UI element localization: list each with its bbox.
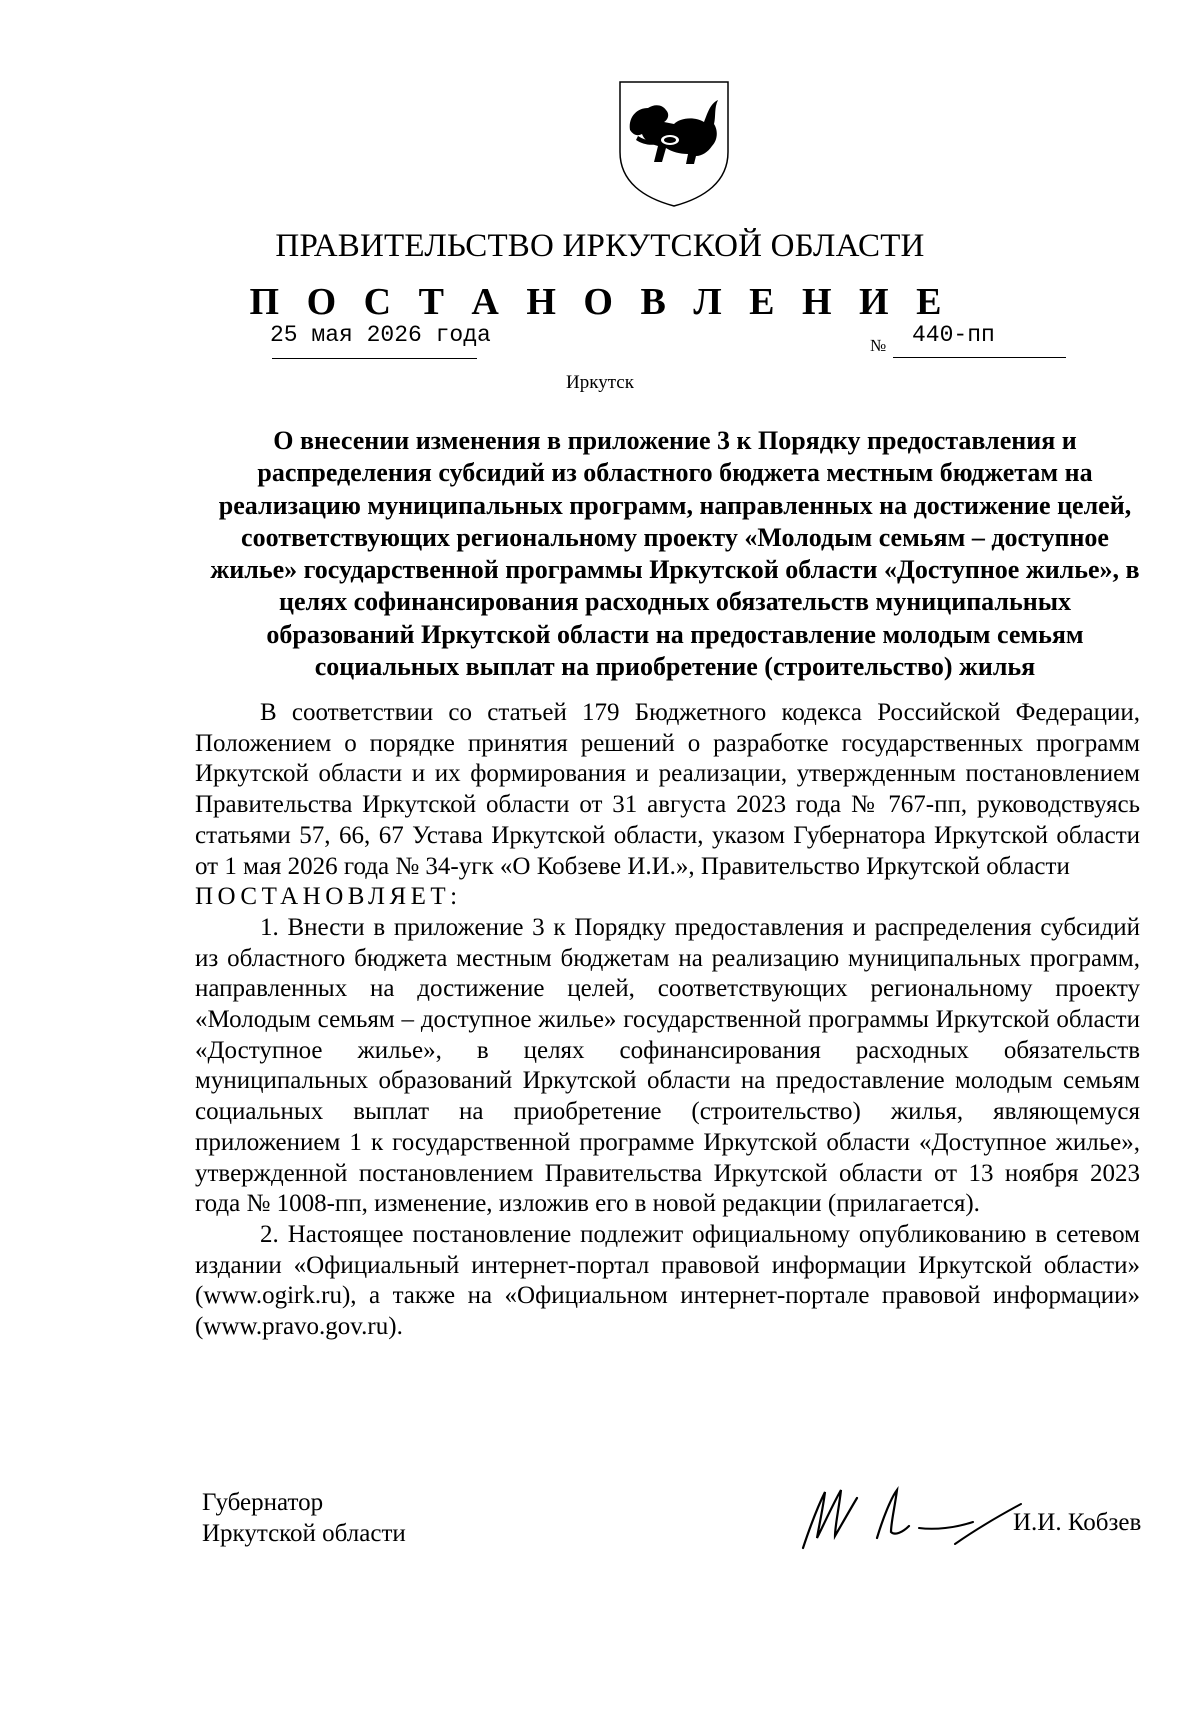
body-item-2: 2. Настоящее постановление подлежит официальному опубликованию в сетевом издании «Официальный интернет-портал правовой информации Иркутской области» (www.ogirk.ru), а также на «Официальном интернет-портале правовой информации» (www.pravo.gov.ru). [195,1220,1140,1341]
document-title: О внесении изменения в приложение 3 к Порядку предоставления и распределения субсидий из областного бюджета местным бюджетам на реализацию муниципальных программ, направленных на достижение целей, соответствующих региональному проекту «Молодым семьям – доступное жилье» государственной программы Иркутской области «Доступное жилье», в целях софинансирования расходных обязательств муниципальных образований Иркутской области на предоставление молодым семьям социальных выплат на приобретение (строительство) жилья [210,426,1140,682]
document-body [195,698,1140,1343]
signer-name: И.И. Кобзев [1013,1509,1142,1536]
coat-of-arms-icon [614,78,734,210]
document-date: 25 мая 2026 года [270,322,491,348]
document-type: П О С Т А Н О В Л Е Н И Е [249,281,951,323]
preamble-paragraph: В соответствии со статьей 179 Бюджетного кодекса Российской Федерации, Положением о порядке принятия решений о разработке государственных программ Иркутской области и их формирования и реализации, утвержденным постановлением Правительства Иркутской области от 31 августа 2023 года № 767-пп, руководствуясь статьями 57, 66, 67 Устава Иркутской области, указом Губернатора Иркутской области от 1 мая 2026 года № 34-угк «О Кобзеве И.И.», Правительство Иркутской области [195,699,1140,880]
number-sign: № [870,336,887,355]
organization-name: ПРАВИТЕЛЬСТВО ИРКУТСКОЙ ОБЛАСТИ [275,228,925,264]
handwritten-signature [795,1478,1030,1553]
document-number: 440-пп [912,322,995,348]
number-underline [893,357,1066,358]
signer-position-line-2: Иркутской области [202,1520,406,1547]
date-underline [272,358,477,359]
decree-word: ПОСТАНОВЛЯЕТ: [195,883,462,911]
signer-position-line-1: Губернатор [202,1489,324,1516]
signer-position [202,1487,406,1549]
body-item-1: 1. Внести в приложение 3 к Порядку предоставления и распределения субсидий из областного бюджета местным бюджетам на реализацию муниципальных программ, направленных на достижение целей, соответствующих региональному проекту «Молодым семьям – доступное жилье» государственной программы Иркутской области «Доступное жилье», в целях софинансирования расходных обязательств муниципальных образований Иркутской области на предоставление молодым семьям социальных выплат на приобретение (строительство) жилья, являющемуся приложением 1 к государственной программе Иркутской области «Доступное жилье», утвержденной постановлением Правительства Иркутской области от 13 ноября 2023 года № 1008-пп, изменение, изложив его в новой редакции (прилагается). [195,913,1140,1218]
document-city: Иркутск [566,372,634,393]
